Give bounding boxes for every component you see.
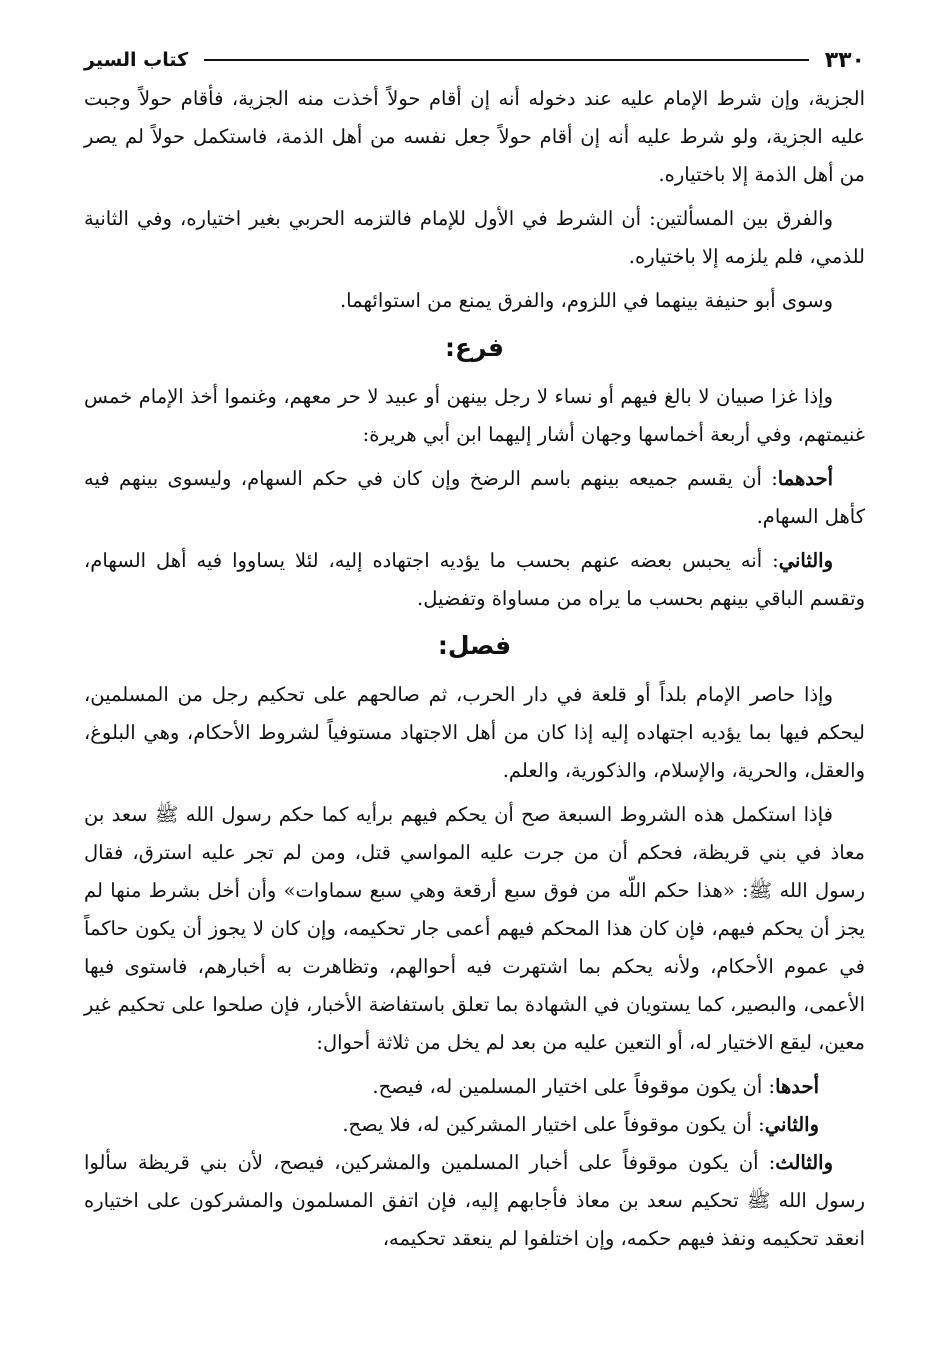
paragraph-lead: أحدها bbox=[775, 1075, 819, 1098]
paragraph-lead: والثالث bbox=[775, 1151, 833, 1174]
paragraph-text: وسوى أبو حنيفة بينهما في اللزوم، والفرق يمنع من استوائهما. bbox=[339, 289, 833, 312]
paragraph-lead: والثاني bbox=[778, 549, 833, 572]
paragraph bbox=[84, 542, 865, 618]
paragraph-text: والفرق بين المسألتين: أن الشرط في الأول للإمام فالتزمه الحربي بغير اختياره، وفي الثانية للذمي، فلم يلزمه إلا باختياره. bbox=[84, 207, 865, 268]
section-heading: فصل: bbox=[437, 631, 512, 660]
book-title: كتاب السير bbox=[84, 49, 189, 71]
book-page bbox=[84, 40, 865, 1362]
paragraph-lead: أحدهما bbox=[777, 467, 833, 490]
paragraph-text: : أن يقسم جميعه بينهم باسم الرضخ وإن كان في حكم السهام، وليسوى بينهم فيه كأهل السهام. bbox=[84, 467, 865, 528]
paragraph-text: : أن يكون موقوفاً على اختيار المشركين له، فلا يصح. bbox=[342, 1113, 765, 1136]
body-text bbox=[84, 80, 865, 1258]
paragraph-text: : أنه يحبس بعضه عنهم بحسب ما يؤديه اجتهاده إليه، لئلا يساووا فيه أهل السهام، وتقسم الباقي بينهم بحسب ما يراه من مساواة وتفضيل. bbox=[84, 549, 865, 610]
paragraph bbox=[84, 1068, 865, 1106]
paragraph bbox=[84, 676, 865, 790]
paragraph-lead: والثاني bbox=[764, 1113, 819, 1136]
paragraph-text: : أن يكون موقوفاً على أخبار المسلمين والمشركين، فيصح، لأن بني قريظة سألوا رسول الله ﷺ تحكيم سعد بن معاذ فأجابهم إليه، فإن اتفق المسلمون والمشركون على اختياره انعقد تحكيمه ونفذ فيهم حكمه، وإن اختلفوا لم ينعقد تحكيمه، bbox=[84, 1151, 865, 1250]
paragraph bbox=[84, 200, 865, 276]
paragraph bbox=[84, 282, 865, 320]
page-number: ٣٣٠ bbox=[824, 47, 865, 73]
section-heading: فرع: bbox=[445, 333, 504, 362]
paragraph bbox=[84, 378, 865, 454]
paragraph-text: : أن يكون موقوفاً على اختيار المسلمين له، فيصح. bbox=[372, 1075, 776, 1098]
paragraph-text: فإذا استكمل هذه الشروط السبعة صح أن يحكم فيهم برأيه كما حكم رسول الله ﷺ سعد بن معاذ في بني قريظة، فحكم أن من جرت عليه المواسي قتل، ومن لم تجر عليه استرق، فقال رسول الله ﷺ: «هذا حكم اللّه من فوق سبع أرقعة وهي سبع سماوات» وأن أخل بشرط منها لم يجز أن يحكم فيهم، فإن كان هذا المحكم فيهم أعمى جار تحكيمه، وإن كان لا يجوز أن يكون حاكماً في عموم الأحكام، ولأنه يحكم بما اشتهرت فيه أحوالهم، وتظاهرت به أخبارهم، فاستوى فيها الأعمى، والبصير، كما يستويان في الشهادة بما تعلق باستفاضة الأخبار، فإن صلحوا على تحكيم غير معين، ليقع الاختيار له، أو التعين عليه من بعد لم يخل من ثلاثة أحوال: bbox=[84, 803, 865, 1054]
header-rule bbox=[204, 59, 809, 61]
paragraph bbox=[84, 1106, 865, 1144]
paragraph-text: وإذا حاصر الإمام بلداً أو قلعة في دار الحرب، ثم صالحهم على تحكيم رجل من المسلمين، ليحكم فيها بما يؤديه اجتهاده إليه إذا كان من أهل الاجتهاد مستوفياً لشروط الأحكام، وهي البلوغ، والعقل، والحرية، والإسلام، والذكورية، والعلم. bbox=[84, 683, 865, 782]
running-header bbox=[84, 40, 865, 80]
paragraph bbox=[84, 460, 865, 536]
paragraph-text: الجزية، وإن شرط الإمام عليه عند دخوله أنه إن أقام حولاً أخذت منه الجزية، فأقام حولاً وجبت عليه الجزية، ولو شرط عليه أنه إن أقام حولاً جعل نفسه من أهل الذمة، فاستكمل حولاً لم يصر من أهل الذمة إلا باختياره. bbox=[84, 87, 865, 186]
paragraph-text: وإذا غزا صبيان لا بالغ فيهم أو نساء لا رجل بينهن أو عبيد لا حر معهم، وغنموا أخذ الإمام خمس غنيمتهم، وفي أربعة أخماسها وجهان أشار إليهما ابن أبي هريرة: bbox=[84, 385, 865, 446]
paragraph bbox=[84, 796, 865, 1062]
paragraph bbox=[84, 80, 865, 194]
paragraph bbox=[84, 1144, 865, 1258]
